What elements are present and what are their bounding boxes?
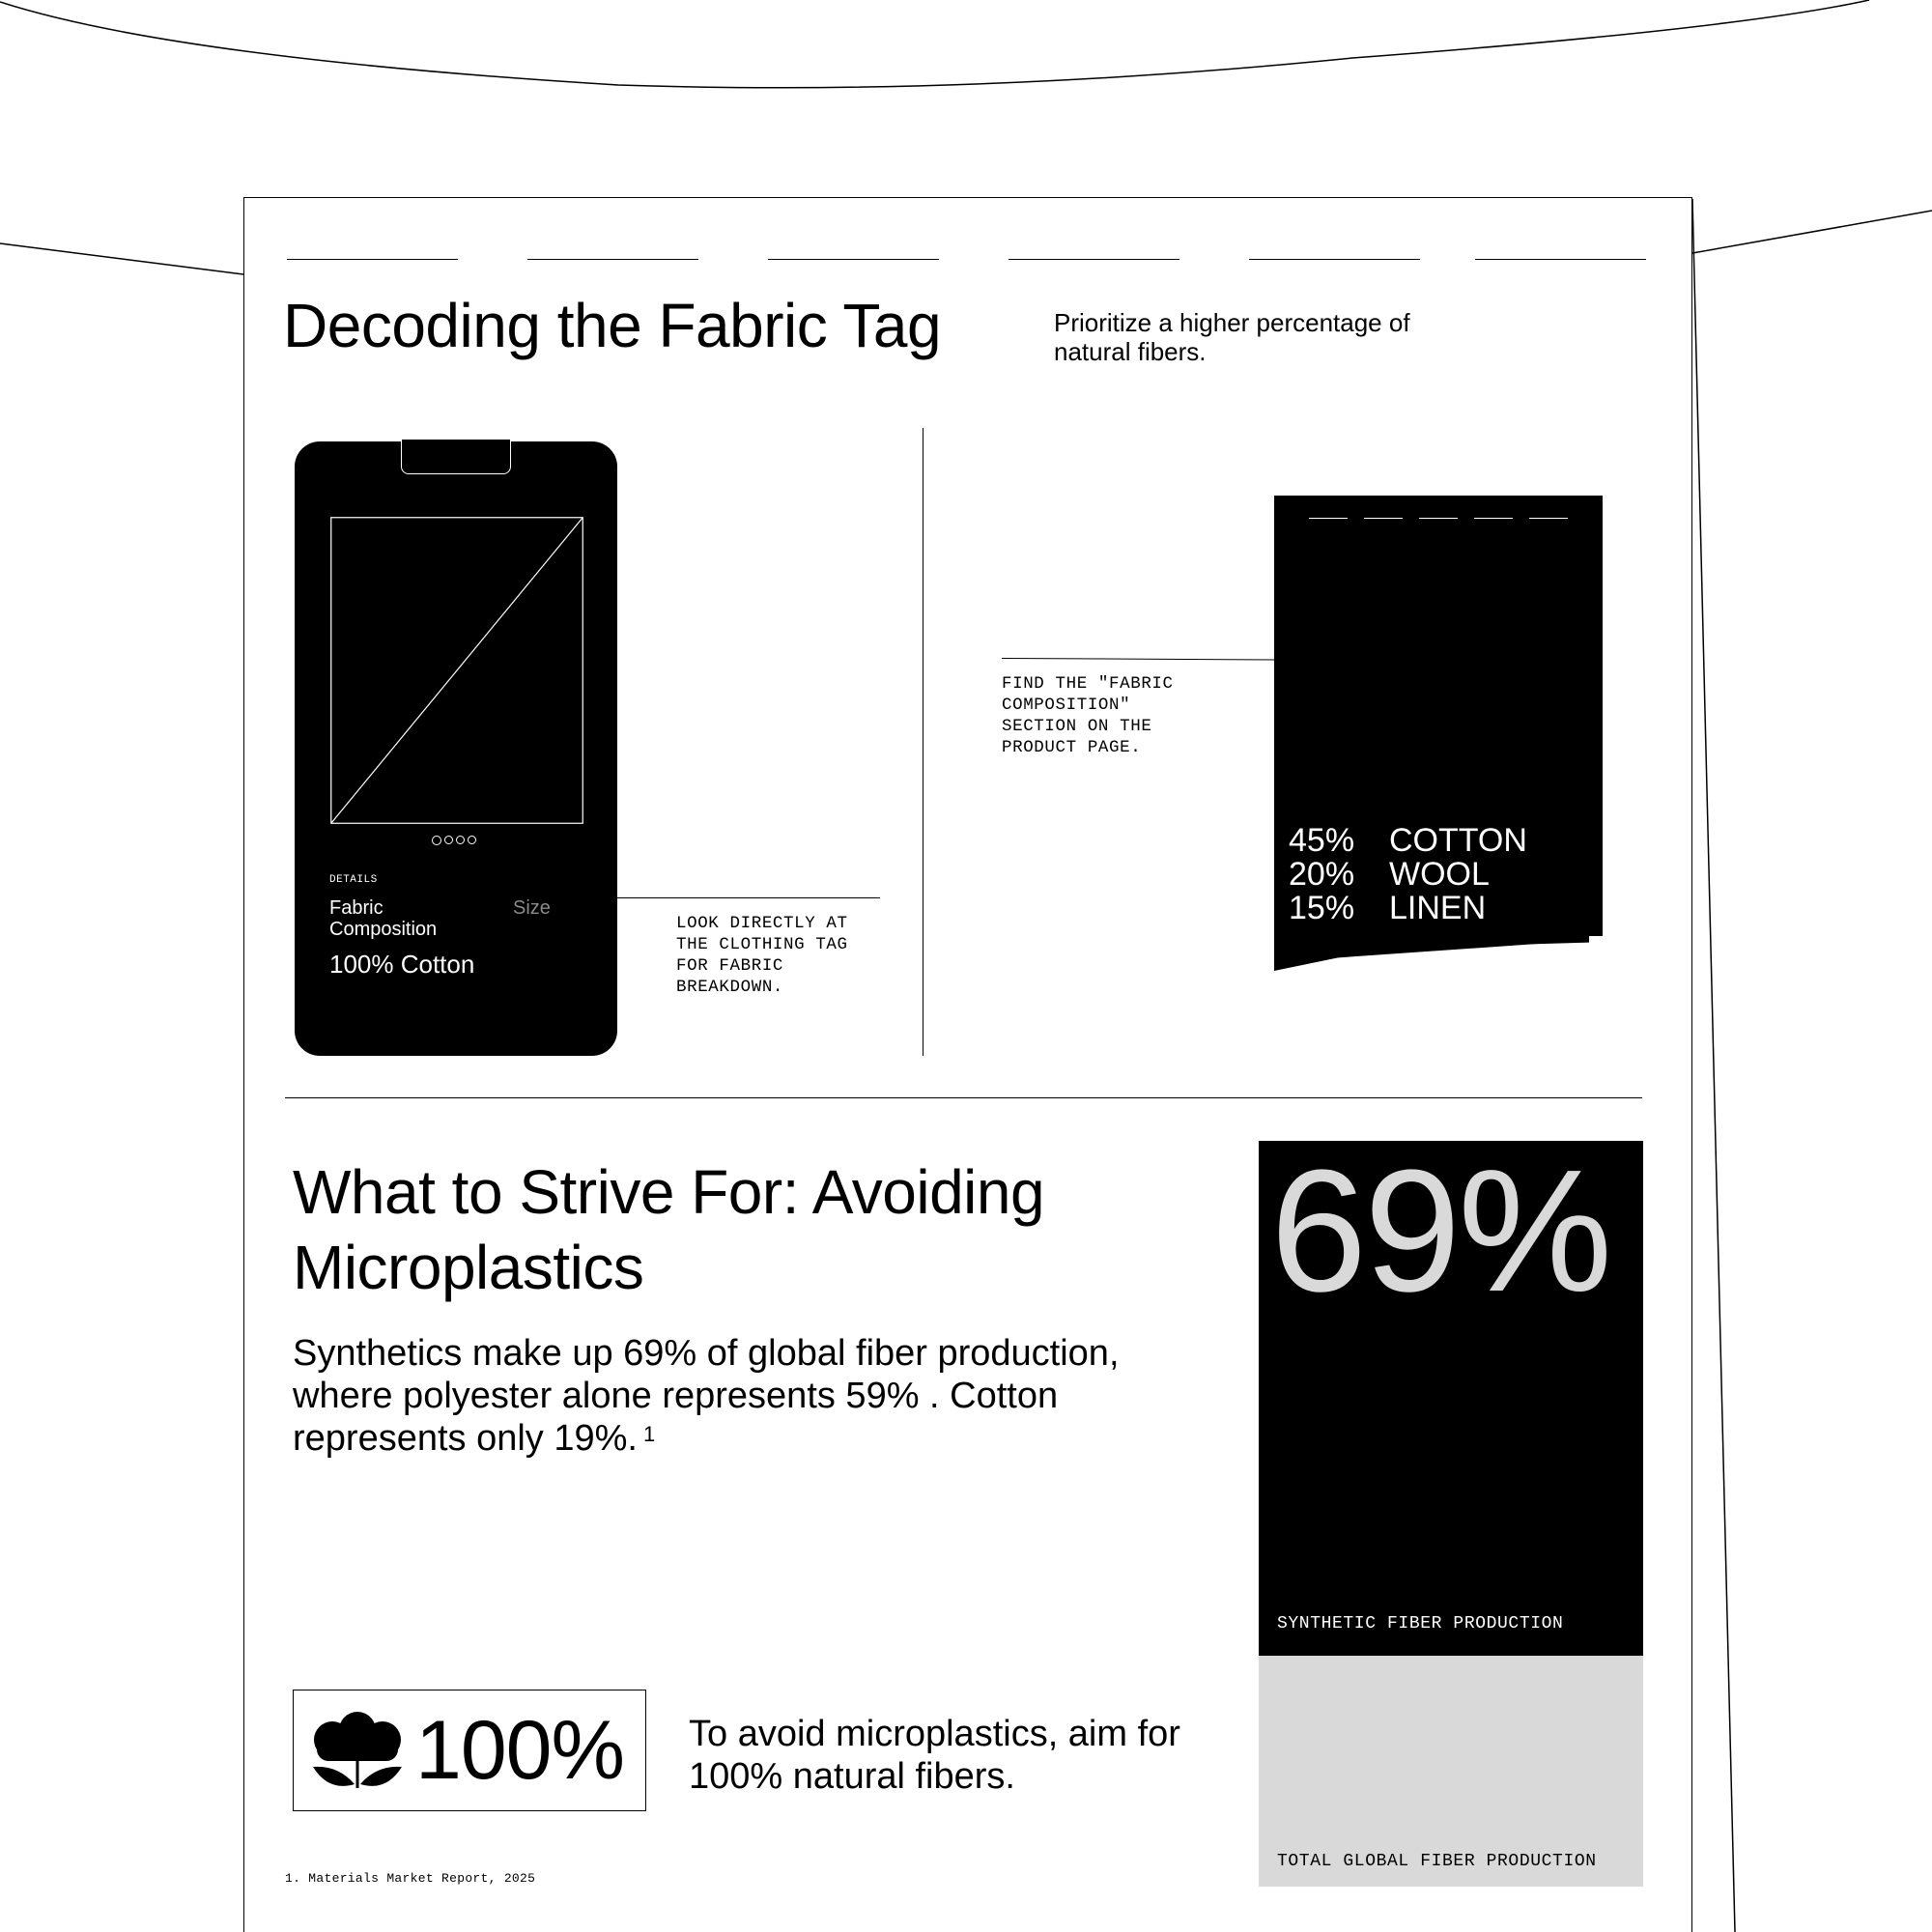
find-section-note: FIND THE "FABRIC COMPOSITION" SECTION ON THE PRODUCT PAGE. — [1002, 674, 1174, 757]
tag-stitch — [1529, 518, 1568, 519]
body-text: Synthetics make up 69% of global fiber production, where polyester alone represents 59% . Cotton represents only 19%. — [293, 1333, 1120, 1459]
phone-mockup — [295, 441, 617, 1056]
stitch-dash — [527, 259, 698, 260]
size-tab[interactable]: Size — [513, 897, 551, 919]
infographic-page — [243, 197, 1692, 1932]
section-heading: What to Strive For: Avoiding Microplastics — [293, 1157, 1045, 1302]
natural-fiber-badge — [293, 1690, 646, 1811]
phone-notch — [401, 440, 511, 474]
tag-row — [1289, 824, 1527, 858]
stitch-dash — [1009, 259, 1179, 260]
details-label: DETAILS — [329, 874, 378, 886]
section-body — [293, 1332, 1123, 1460]
footnote-marker: 1 — [642, 1422, 656, 1446]
carousel-dot[interactable] — [456, 836, 465, 844]
fabric-composition-value: 100% Cotton — [329, 950, 475, 979]
tag-stitch — [1309, 518, 1348, 519]
clothing-tag — [1274, 496, 1603, 936]
tag-percent: 20% — [1289, 856, 1355, 893]
tag-row — [1289, 892, 1486, 925]
stitch-dash — [1475, 259, 1646, 260]
stitch-dash — [768, 259, 939, 260]
stat-value: 69% — [1270, 1134, 1610, 1328]
stitch-dash — [1249, 259, 1420, 260]
tag-row — [1289, 858, 1490, 892]
carousel-dot[interactable] — [468, 836, 476, 844]
page-title: Decoding the Fabric Tag — [283, 291, 942, 360]
tag-percent: 15% — [1289, 890, 1355, 926]
total-label: TOTAL GLOBAL FIBER PRODUCTION — [1277, 1852, 1597, 1871]
tag-fiber: WOOL — [1389, 856, 1490, 893]
section-divider — [285, 1097, 1642, 1098]
look-tag-note: LOOK DIRECTLY AT THE CLOTHING TAG FOR FABRIC BREAKDOWN. — [676, 914, 848, 997]
carousel-dot[interactable] — [432, 836, 441, 845]
tag-stitch — [1474, 518, 1513, 519]
aim-text: To avoid microplastics, aim for 100% natural fibers. — [689, 1714, 1180, 1797]
tag-stitch — [1364, 518, 1403, 519]
tag-fiber: LINEN — [1389, 890, 1487, 926]
page-subtitle: Prioritize a higher percentage of natural fibers. — [1054, 308, 1410, 366]
product-image-placeholder — [330, 517, 583, 824]
footnote: 1. Materials Market Report, 2025 — [285, 1871, 536, 1886]
callout-line — [1002, 658, 1276, 660]
tag-percent: 45% — [1289, 822, 1355, 859]
carousel-dots[interactable] — [432, 836, 476, 847]
tag-stitch — [1419, 518, 1458, 519]
badge-value: 100% — [415, 1704, 624, 1797]
callout-line — [617, 897, 880, 898]
fabric-composition-tab[interactable]: Fabric Composition — [329, 897, 438, 940]
synthetic-label: SYNTHETIC FIBER PRODUCTION — [1277, 1614, 1564, 1634]
carousel-dot[interactable] — [444, 836, 453, 844]
stitch-dash — [287, 259, 458, 260]
tag-fiber: COTTON — [1389, 822, 1527, 859]
cotton-icon — [309, 1709, 406, 1792]
